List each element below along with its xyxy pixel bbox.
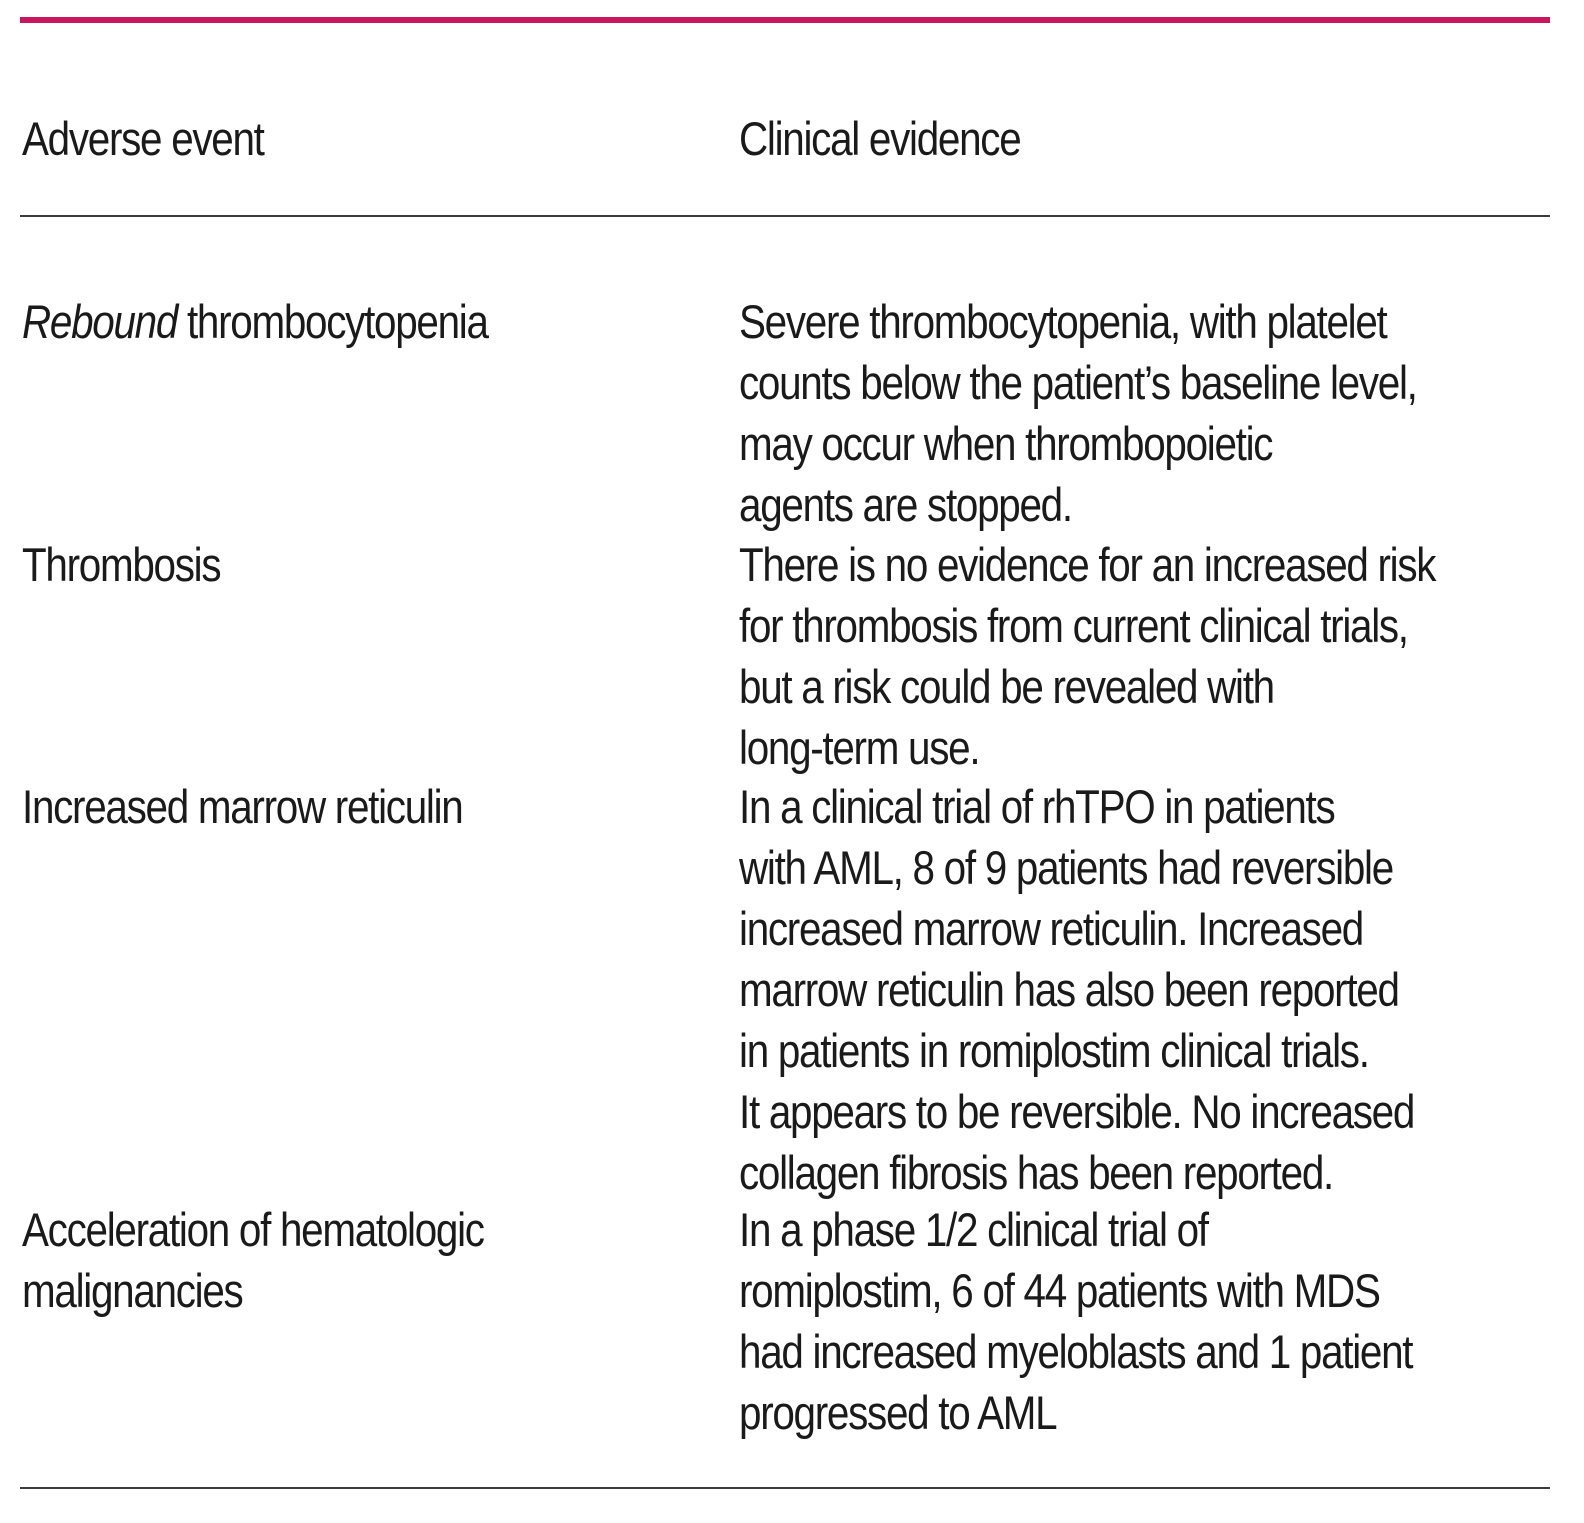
table-row-3-event: Increased marrow reticulin bbox=[22, 780, 463, 833]
evidence-line: There is no evidence for an increased risk bbox=[739, 538, 1436, 591]
evidence-line: collagen fibrosis has been reported. bbox=[739, 1146, 1333, 1199]
table-row-1-evidence bbox=[739, 291, 1417, 535]
evidence-line: It appears to be reversible. No increased bbox=[739, 1085, 1415, 1138]
evidence-line: but a risk could be revealed with bbox=[739, 660, 1274, 713]
table-row-4-event bbox=[22, 1199, 484, 1321]
evidence-line: In a phase 1/2 clinical trial of bbox=[739, 1203, 1208, 1256]
evidence-line: counts below the patient’s baseline level, bbox=[739, 356, 1417, 409]
table-row-4-evidence bbox=[739, 1199, 1412, 1443]
event-line: Acceleration of hematologic bbox=[22, 1203, 484, 1256]
evidence-line: with AML, 8 of 9 patients had reversible bbox=[739, 841, 1393, 894]
evidence-line: for thrombosis from current clinical trials, bbox=[739, 599, 1408, 652]
table-row-2-evidence bbox=[739, 534, 1435, 778]
evidence-line: had increased myeloblasts and 1 patient bbox=[739, 1325, 1413, 1378]
table-row-2-event: Thrombosis bbox=[22, 538, 221, 591]
event-line: malignancies bbox=[22, 1264, 243, 1317]
header-divider bbox=[20, 215, 1550, 217]
table-top-rule bbox=[20, 17, 1550, 23]
event-emphasis: Rebound bbox=[22, 295, 178, 348]
header-adverse-event: Adverse event bbox=[22, 112, 264, 165]
header-clinical-evidence: Clinical evidence bbox=[739, 112, 1021, 165]
evidence-line: romiplostim, 6 of 44 patients with MDS bbox=[739, 1264, 1380, 1317]
table-row-3-evidence bbox=[739, 776, 1414, 1203]
event-text: thrombocytopenia bbox=[177, 295, 488, 348]
evidence-line: may occur when thrombopoietic bbox=[739, 417, 1273, 470]
evidence-line: Severe thrombocytopenia, with platelet bbox=[739, 295, 1387, 348]
evidence-line: In a clinical trial of rhTPO in patients bbox=[739, 780, 1335, 833]
evidence-line: agents are stopped. bbox=[739, 478, 1072, 531]
evidence-line: long-term use. bbox=[739, 721, 980, 774]
evidence-line: increased marrow reticulin. Increased bbox=[739, 902, 1363, 955]
evidence-line: in patients in romiplostim clinical trials. bbox=[739, 1024, 1369, 1077]
table-row-1-event bbox=[22, 291, 488, 352]
table-bottom-rule bbox=[20, 1487, 1550, 1489]
evidence-line: progressed to AML bbox=[739, 1386, 1057, 1439]
evidence-line: marrow reticulin has also been reported bbox=[739, 963, 1399, 1016]
